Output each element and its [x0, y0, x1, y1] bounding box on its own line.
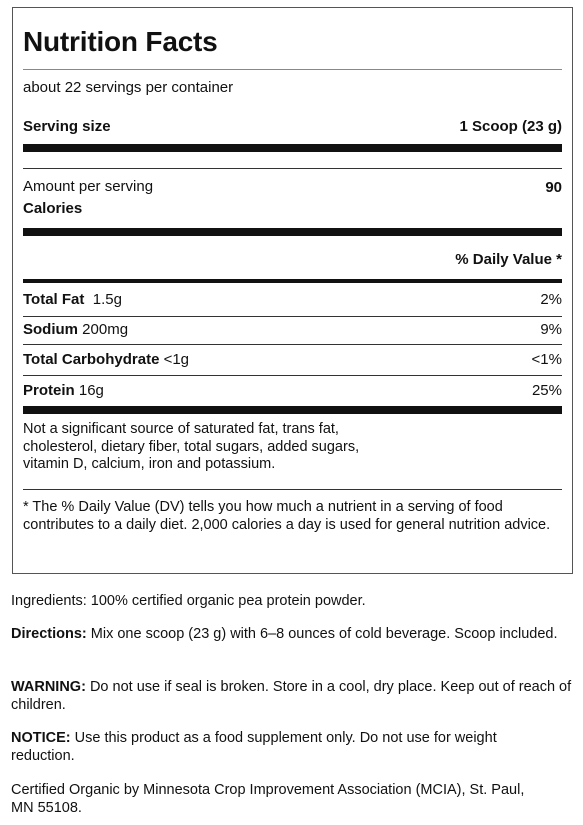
nutrient-amount: 200mg — [82, 321, 129, 338]
divider — [23, 168, 562, 169]
nutrient-name: Protein — [23, 382, 75, 399]
nutrient-amount: 16g — [78, 382, 104, 399]
divider — [23, 69, 562, 70]
thick-divider — [23, 144, 562, 152]
warning-text — [11, 679, 573, 714]
warning-body: Do not use if seal is broken. Store in a cool, dry place. Keep out of reach of children. — [11, 679, 572, 713]
warning-label: WARNING: — [11, 679, 86, 695]
directions-label: Directions: — [11, 626, 87, 642]
divider — [23, 375, 562, 376]
daily-value-header: % Daily Value * — [455, 251, 562, 268]
nutrient-name: Sodium — [23, 321, 78, 338]
nutrient-amount: 1.5g — [92, 291, 122, 308]
serving-size-label: Serving size — [23, 118, 111, 135]
certified-organic-text: Certified Organic by Minnesota Crop Improvement Association (MCIA), St. Paul, MN 55108. — [11, 782, 525, 816]
nutrient-dv: 9% — [540, 321, 562, 338]
serving-size-value: 1 Scoop (23 g) — [459, 118, 562, 135]
nutrition-facts-panel: Nutrition Facts about 22 servings per container Serving size 1 Scoop (23 g) Amount per serving 90 Calories % Daily Value * Total Fat 1.5g 2% Sodium 200mg 9% Total Carbohydrate <1g <1% Protein 16g 25% Not a significant source of saturated fat, trans fat, cholesterol, dietary fiber, total sugars, added sugars, vitamin D, calcium, iron and potassium. * The % Daily Value (DV) tells you how much a nutrient in a serving of food contributes to a daily diet. 2,000 calories a day is used for general nutrition advice. — [12, 7, 573, 574]
nutrient-dv: 2% — [540, 291, 562, 308]
thick-divider — [23, 228, 562, 236]
notice-body: Use this product as a food supplement only. Do not use for weight reduction. — [11, 730, 497, 764]
calories-value: 90 — [545, 179, 562, 196]
directions-body: Mix one scoop (23 g) with 6–8 ounces of cold beverage. Scoop included. — [86, 626, 558, 642]
notice-label: NOTICE: — [11, 730, 71, 746]
divider — [23, 489, 562, 490]
notice-text — [11, 730, 553, 765]
thick-divider — [23, 406, 562, 414]
nutrient-dv: <1% — [531, 351, 562, 368]
nutrient-amount: <1g — [163, 351, 190, 368]
not-significant-source-note: Not a significant source of saturated fat, trans fat, cholesterol, dietary fiber, total sugars, added sugars, vitamin D, calcium, iron and potassium. — [23, 421, 360, 472]
nutrient-dv: 25% — [531, 382, 562, 399]
medium-divider — [23, 279, 562, 283]
ingredients-text: Ingredients: 100% certified organic pea protein powder. — [11, 593, 366, 609]
daily-value-footnote: * The % Daily Value (DV) tells you how much a nutrient in a serving of food contributes to a daily diet. 2,000 calories a day is used for general nutrition advice. — [23, 499, 551, 533]
divider — [23, 344, 562, 345]
calories-label: Calories — [23, 200, 83, 217]
amount-per-serving-label: Amount per serving — [23, 178, 154, 195]
nutrient-name: Total Fat — [23, 291, 85, 308]
nutrition-facts-title: Nutrition Facts — [23, 26, 218, 57]
divider — [23, 316, 562, 317]
directions-text — [11, 626, 573, 644]
nutrient-name: Total Carbohydrate — [23, 351, 160, 368]
